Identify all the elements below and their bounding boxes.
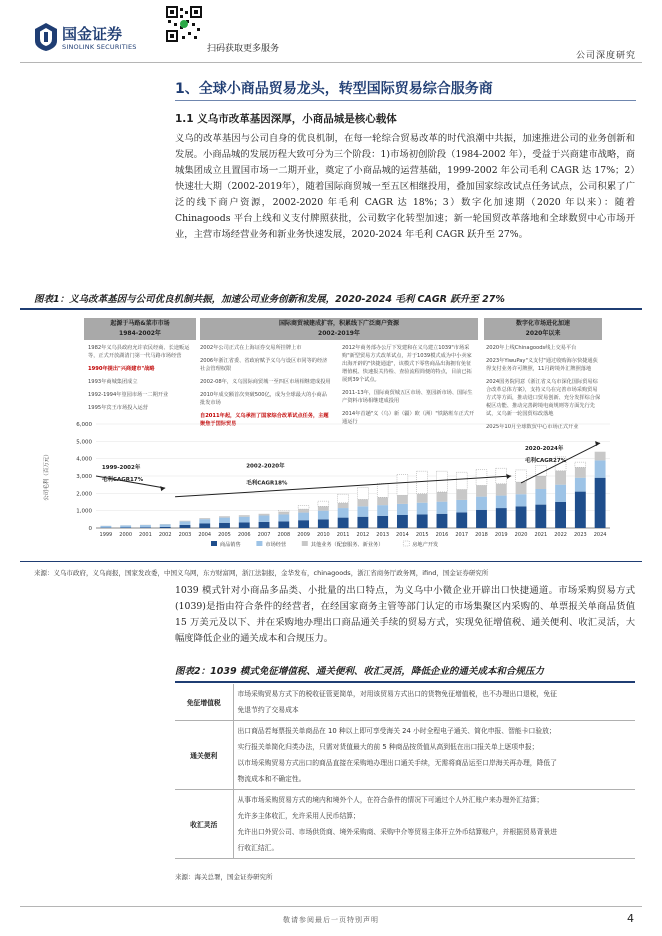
bar-segment	[496, 484, 507, 496]
bar-segment	[417, 494, 428, 503]
timeline-event: 2010年成交额首次突破500亿，成为全球最大的小商品批发市场	[200, 392, 327, 406]
legend-label: 市场经营	[265, 542, 287, 548]
section-title-rule	[175, 100, 636, 101]
bar-segment	[397, 474, 408, 495]
row-content	[233, 790, 635, 859]
bar-segment	[338, 518, 349, 528]
bar-segment	[318, 506, 329, 510]
cagr-period-label: 1999-2002年	[101, 465, 141, 472]
y-tick-label: 0	[88, 526, 92, 532]
x-tick-label: 2022	[554, 532, 567, 538]
bar-segment	[219, 516, 230, 517]
row-line: 从事市场采购贸易方式的境内和境外个人，在符合条件的情况下可通过个人外汇账户来办理外汇结算；	[237, 796, 544, 804]
bar-segment	[575, 467, 586, 477]
bar-segment	[357, 506, 368, 516]
timeline-event: 1995年宾王市场投入运营	[88, 405, 148, 411]
cagr-arrowhead	[160, 486, 165, 491]
bar-segment	[555, 485, 566, 502]
x-tick-label: 2015	[415, 532, 429, 538]
table-row	[175, 721, 635, 790]
bar-segment	[140, 525, 151, 527]
x-tick-label: 2023	[573, 532, 587, 538]
body-paragraph-1: 义乌的改革基因与公司自身的优良机制，在每一轮综合贸易改革的时代浪潮中共振，加速推进公司的业务创新和发展。小商品城的发展历程大致可分为三个阶段：1)市场初创阶段（1984-2002 年），受益于兴商建市战略，商城集团成立且置国市场一二期开业，奠定了小商品城的运营基础，1999-2002 年公司毛利 CAGR 达 17%；2）快速壮大期（2002-2019年），随着国际商贸城一至五区相继投用，叠加国家综改试点任务试点，公司积累了广泛的线下商户资源，2002-2020 年毛利 CAGR 达 18%；3）数字化加速期（2020 年以来）：随着 Chinagoods 平台上线和义支付牌照获批，公司数字化转型加速；新一轮国贸改革落地和全球数贸中心市场开业，主营市场经营业务和新业务快速发展，2020-2024 年毛利 CAGR 跃升至 27%。	[175, 133, 635, 240]
bar-segment	[377, 516, 388, 528]
y-axis-label: 公司毛利（百万元）	[44, 451, 50, 501]
bar-segment	[357, 499, 368, 506]
bar-segment	[397, 504, 408, 515]
logo-chinese-name: 国金证券	[62, 25, 123, 43]
legend-swatch	[302, 541, 308, 546]
figure1-top-rule	[20, 308, 642, 310]
y-tick-label: 1,000	[76, 508, 92, 515]
timeline-event: 2024国务院同意《浙江省义乌市深化国际贸易综合改革总体方案》，支持义乌在完善市场采购贸易方式等方面，推动进口贸易创新、充分发挥综合保税区功能、推动完善跨境电商规则等方面先行先试，义乌新一轮国贸综改落地	[486, 379, 601, 417]
bar-segment	[397, 515, 408, 528]
row-line: 允许出口外贸公司、市场供货商、境外采购商、采购中介等贸易主体开立外币结算账户，并根据贸易背景进	[237, 828, 557, 836]
row-line: 以市场采购贸易方式出口的商品直接在采购地办理出口通关手续，无需将商品运至口岸海关再办理，降低了	[237, 759, 557, 767]
timeline-event: 自2011年起，义乌承担了国家综合改革试点任务，主题聚焦于国际贸易	[200, 413, 329, 427]
bar-segment	[278, 514, 289, 521]
bar-segment	[100, 526, 111, 528]
stage1-header: 起源于马路&菜市市场 1984-2002年	[84, 318, 196, 340]
row-line: 免退节约了交易成本	[237, 706, 299, 714]
x-tick-label: 2009	[297, 532, 310, 538]
y-tick-label: 3,000	[76, 474, 92, 480]
timeline-event: 2011-13年，国际商贸城五区市场、篁园新市场、国际生产资料市场相继建成投用	[342, 390, 473, 404]
x-tick-label: 2024	[593, 532, 607, 538]
row-header-customs: 通关便利	[175, 721, 233, 790]
legend-swatch	[211, 541, 217, 546]
bar-segment	[318, 501, 329, 506]
bar-segment	[278, 512, 289, 515]
bar-segment	[555, 502, 566, 528]
bar-segment	[437, 502, 448, 514]
bar-segment	[516, 494, 527, 506]
bar-segment	[318, 519, 329, 528]
bar-segment	[298, 509, 309, 512]
company-logo	[34, 20, 154, 56]
bar-segment	[595, 478, 606, 528]
bar-segment	[180, 525, 191, 528]
bar-segment	[120, 525, 131, 527]
bar-segment	[180, 521, 191, 522]
cagr-period-label: 2020-2024年	[524, 446, 564, 452]
bar-segment	[357, 517, 368, 528]
bar-segment	[377, 505, 388, 516]
row-header-fx: 收汇灵活	[175, 790, 233, 859]
bar-segment	[535, 505, 546, 528]
figure2-top-rule	[175, 681, 635, 683]
row-header-vat: 免征增值税	[175, 684, 233, 721]
footer-disclaimer: 敬请参阅最后一页特别声明	[283, 916, 379, 924]
bar-segment	[456, 490, 467, 500]
bar-segment	[595, 460, 606, 477]
bar-segment	[535, 489, 546, 505]
scan-prompt: 扫码获取更多服务	[207, 44, 280, 54]
bar-segment	[456, 500, 467, 512]
stage3-header: 数字化市场进化加速 2020年以来	[484, 318, 602, 340]
bar-segment	[259, 522, 270, 528]
bar-segment	[120, 527, 131, 528]
x-tick-label: 2003	[178, 532, 192, 538]
bar-segment	[437, 514, 448, 528]
bar-segment	[338, 508, 349, 518]
bar-segment	[259, 516, 270, 522]
logo-english-name: SINOLINK SECURITIES	[62, 43, 137, 51]
figure2-source: 来源：海关总署，国金证券研究所	[175, 873, 273, 881]
bar-segment	[516, 470, 527, 482]
bar-segment	[160, 527, 171, 528]
x-tick-label: 2016	[435, 532, 449, 538]
figure1-bottom-rule	[20, 561, 642, 562]
bar-segment	[417, 503, 428, 515]
bar-segment	[259, 514, 270, 516]
x-tick-label: 2004	[198, 532, 212, 538]
timeline-event: 1993年商城集团成立	[88, 379, 138, 385]
bar-segment	[575, 478, 586, 492]
row-line: 允许多主体收汇，允许采用人民币结算；	[237, 812, 360, 820]
subsection-title: 1.1 义乌市改革基因深厚，小商品城是核心载体	[175, 113, 397, 125]
bar-segment	[417, 471, 428, 494]
bar-segment	[239, 515, 250, 517]
x-tick-label: 2021	[534, 532, 548, 538]
timeline-event: 2014年首趟"义（乌）新（疆）欧（洲）"铁路班车正式开通运行	[342, 411, 475, 425]
x-tick-label: 2010	[316, 532, 330, 538]
bar-segment	[160, 524, 171, 527]
bar-segment	[555, 471, 566, 485]
bar-segment	[496, 508, 507, 528]
x-tick-label: 1999	[99, 532, 113, 538]
bar-segment	[476, 497, 487, 510]
qr-code	[166, 6, 202, 48]
footer-divider	[20, 906, 642, 907]
logo-emblem-icon	[34, 22, 58, 52]
body-paragraph-2: 1039 模式针对小商品多品类、小批量的出口特点，为义乌中小微企业开辟出口快捷通道。市场采购贸易方式(1039)是指由符合条件的经营者，在经国家商务主管等部门认定的市场集聚区内采购的、单票报关单商品货值 15 万美元及以下、并在采购地办理出口商品通关手续的贸易方式，实现免征增值税、通关便利、收汇灵活，大幅度降低企业的通关成本和合规压力。	[175, 585, 635, 644]
cagr-period-label: 2002-2020年	[246, 463, 285, 470]
x-tick-label: 2018	[475, 532, 488, 538]
bar-segment	[456, 472, 467, 489]
bar-segment	[575, 492, 586, 528]
cagr-value-label: 毛利CAGR17%	[101, 477, 144, 484]
bar-segment	[239, 517, 250, 523]
x-tick-label: 2001	[139, 532, 152, 538]
section-title: 1、全球小商品贸易龙头，转型国际贸易综合服务商	[175, 81, 493, 97]
bar-segment	[219, 523, 230, 528]
y-tick-label: 2,000	[76, 491, 92, 498]
cagr-value-label: 毛利CAGR27%	[524, 458, 567, 465]
y-tick-label: 5,000	[76, 439, 92, 446]
bar-segment	[199, 518, 210, 519]
document-type: 公司深度研究	[575, 51, 636, 61]
bar-segment	[516, 506, 527, 528]
policy-table	[175, 684, 635, 859]
figure1-caption: 图表1：义乌改革基因与公司优良机制共振，加速公司业务创新和发展，2020-2024 毛利 CAGR 跃升至 27%	[34, 294, 505, 305]
bar-segment	[496, 496, 507, 508]
bar-segment	[239, 522, 250, 528]
table-row	[175, 790, 635, 859]
legend-swatch	[403, 541, 409, 546]
bar-segment	[397, 495, 408, 504]
bar-segment	[278, 510, 289, 511]
bar-segment	[298, 506, 309, 509]
x-tick-label: 2020	[514, 532, 528, 538]
row-line: 实行报关单简化归类办法，只需对货值最大的前 5 种商品按货值从高到低在出口报关单上逐项申报；	[237, 743, 539, 751]
legend-label: 商品销售	[220, 542, 241, 548]
bar-segment	[476, 510, 487, 528]
bar-segment	[575, 462, 586, 467]
x-tick-label: 2013	[376, 532, 390, 538]
x-tick-label: 2007	[257, 532, 271, 538]
x-tick-label: 2005	[218, 532, 231, 538]
bar-segment	[437, 492, 448, 502]
timeline-event: 2025年10月全球数贸中心市场正式开业	[486, 424, 579, 430]
x-tick-label: 2017	[455, 532, 469, 538]
bar-segment	[377, 497, 388, 505]
row-line: 出口商品若每票报关单商品在 10 种以上即可享受海关 24 小时全程电子通关、简化申报、智能卡口验放；	[237, 727, 556, 735]
bar-segment	[338, 494, 349, 503]
stage2-header: 国际商贸城建成扩容，积累线下广泛商户资源 2002-2019年	[200, 318, 478, 340]
bar-segment	[516, 482, 527, 494]
bar-segment	[140, 527, 151, 528]
timeline-event: 2012年商务部办公厅下发建和在义乌建立1039"市场采购"新型贸易方式改革试点，并于1039模式成为中小卖家出海开辟的"快捷通道"，该模式下零售商品出海拥有免征增值税、快速报关待检、查验流程简便的特点，目前已拓展到39个试点。	[342, 345, 472, 383]
stage1-events	[88, 344, 192, 417]
row-line: 物流成本和不确定性。	[237, 775, 306, 783]
x-tick-label: 2002	[158, 532, 172, 538]
table-row	[175, 684, 635, 721]
row-line: 行收汇结汇。	[237, 844, 279, 852]
bar-segment	[199, 519, 210, 523]
bar-segment	[437, 471, 448, 492]
bar-segment	[456, 512, 467, 528]
timeline-event: 2020年上线Chinagoods线上交易平台	[486, 345, 577, 351]
y-tick-label: 6,000	[76, 422, 92, 428]
x-tick-label: 2012	[356, 532, 370, 538]
timeline-event: 2002年公司正式在上海证券交易所挂牌上市	[200, 345, 302, 351]
bar-segment	[219, 518, 230, 523]
bar-segment	[199, 523, 210, 528]
bar-segment	[298, 513, 309, 521]
bar-segment	[298, 520, 309, 528]
legend-label: 其他业务（配套服务、新业务）	[310, 542, 384, 548]
figure1-source: 来源：义乌市政府，义乌商报，国家发改委，中国义乌网，东方财富网，浙江法制报，金华发布，chinagoods，浙江省商务厅政务网，ifind，国金证券研究所	[34, 569, 489, 577]
bar-segment	[476, 485, 487, 496]
bar-segment	[338, 503, 349, 508]
x-tick-label: 2011	[336, 532, 350, 538]
cagr-value-label: 毛利CAGR18%	[246, 480, 288, 487]
timeline-event: 2006年浙江省委、省政府赋予义乌与设区市同等的经济社会管理权限	[200, 358, 328, 372]
figure2-caption: 图表2：1039 模式免征增值税、通关便利、收汇灵活，降低企业的通关成本和合规压力	[175, 666, 544, 677]
bar-segment	[318, 511, 329, 520]
row-line: 市场采购贸易方式下的税收征管更简单，对用该贸易方式出口的货物免征增值税，也不办理出口退税，免征	[237, 690, 557, 698]
bar-segment	[535, 476, 546, 489]
bar-segment	[180, 521, 191, 524]
timeline-event: 1990年提出"兴商建市"战略	[88, 366, 155, 372]
figure1-timeline-chart	[36, 318, 636, 555]
x-tick-label: 2014	[396, 532, 409, 538]
row-content	[233, 721, 635, 790]
legend-label: 房地产开发	[412, 542, 439, 548]
timeline-event: 1982年义乌县政府允许农民经商、长途贩运等，正式开放湖清门第一代马路市场经营	[88, 345, 190, 359]
page-number: 4	[627, 912, 634, 925]
legend-swatch	[256, 541, 262, 546]
bar-segment	[377, 483, 388, 497]
gross-profit-bar-chart	[36, 416, 636, 556]
y-tick-label: 4,000	[76, 456, 92, 463]
x-tick-label: 2000	[119, 532, 133, 538]
bar-segment	[417, 514, 428, 528]
bar-segment	[278, 521, 289, 528]
timeline-event: 2002-08年，义乌国际商贸城一至四区市场相继建成投用	[200, 379, 331, 385]
timeline-event: 1992-1994年篁园市场一二期开业	[88, 392, 169, 398]
x-tick-label: 2008	[277, 532, 291, 538]
timeline-event: 2023年YiwuPay"义支付"通过收购海尔快捷通获得支付业务许可牌照，11月跨境外汇牌照落地	[486, 358, 598, 372]
row-content	[233, 684, 635, 721]
bar-segment	[595, 452, 606, 461]
bar-segment	[357, 487, 368, 499]
x-tick-label: 2019	[494, 532, 508, 538]
x-tick-label: 2006	[237, 532, 251, 538]
header-divider	[20, 62, 642, 63]
